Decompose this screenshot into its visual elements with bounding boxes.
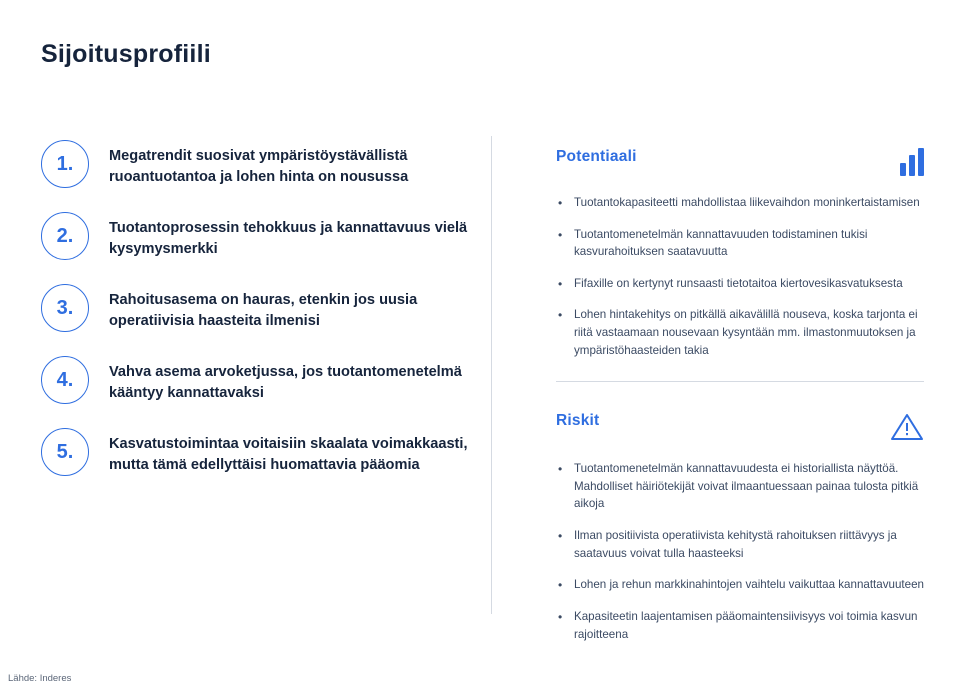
bullet-dot: • — [558, 609, 563, 624]
potential-header — [556, 148, 924, 176]
bar-chart-icon — [900, 148, 924, 176]
point-text: Tuotantoprosessin tehokkuus ja kannattavuus vielä kysymysmerkki — [109, 220, 468, 257]
list-item — [41, 140, 486, 188]
point-text: Vahva asema arvoketjussa, jos tuotantomenetelmä kääntyy kannattavaksi — [109, 364, 462, 401]
bullet-dot: • — [558, 308, 563, 323]
bullet-text: Kapasiteetin laajentamisen pääomaintensiivisyys voi toimia kasvun rajoitteena — [574, 609, 918, 641]
investment-profile-points — [41, 140, 486, 476]
point-number-badge: 1. — [41, 140, 89, 188]
point-text: Megatrendit suosivat ympäristöystävällistä ruoantuotantoa ja lohen hinta on nousussa — [109, 148, 409, 185]
bullet-text: Tuotantomenetelmän kannattavuudesta ei historiallista näyttöä. Mahdolliset häiriötekijät voivat ilmaantuessaan painaa tulosta pitkiä aikoja — [574, 462, 919, 511]
bullet-text: Lohen ja rehun markkinahintojen vaihtelu vaikuttaa kannattavuuteen — [574, 578, 924, 592]
bullet-dot: • — [558, 462, 563, 477]
list-item — [41, 428, 486, 476]
list-item — [41, 284, 486, 332]
point-number-badge: 3. — [41, 284, 89, 332]
list-item — [556, 226, 924, 261]
bullet-text: Tuotantokapasiteetti mahdollistaa liikevaihdon moninkertaistamisen — [574, 196, 920, 209]
bullet-text: Ilman positiivista operatiivista kehitystä rahoituksen riittävyys ja saatavuus voivat tulla haasteeksi — [574, 529, 897, 560]
potential-section — [556, 148, 924, 359]
list-item — [556, 306, 924, 359]
list-item — [556, 194, 924, 212]
bullet-dot: • — [558, 276, 563, 291]
point-text: Kasvatustoimintaa voitaisiin skaalata voimakkaasti, mutta tämä edellyttäisi huomattavia pääomia — [109, 436, 468, 473]
vertical-divider — [491, 136, 492, 614]
risks-title: Riskit — [556, 412, 600, 430]
potential-title: Potentiaali — [556, 148, 637, 165]
list-item — [41, 212, 486, 260]
warning-triangle-icon — [890, 412, 924, 442]
potential-bullet-list — [556, 194, 924, 359]
list-item — [556, 460, 924, 513]
page-title: Sijoitusprofiili — [41, 40, 211, 68]
bullet-dot: • — [558, 196, 563, 210]
point-number-badge: 4. — [41, 356, 89, 404]
point-number-badge: 2. — [41, 212, 89, 260]
point-number-badge: 5. — [41, 428, 89, 476]
list-item — [556, 608, 924, 643]
right-column — [556, 148, 924, 643]
source-note: Lähde: Inderes — [8, 673, 72, 684]
list-item — [556, 576, 924, 594]
bullet-dot: • — [558, 227, 563, 242]
list-item — [41, 356, 486, 404]
horizontal-divider — [556, 381, 924, 382]
bullet-dot: • — [558, 578, 563, 593]
risks-section — [556, 412, 924, 643]
bullet-text: Tuotantomenetelmän kannattavuuden todistaminen tukisi kasvurahoituksen saatavuutta — [574, 227, 868, 259]
bullet-dot: • — [558, 529, 563, 544]
bullet-text: Lohen hintakehitys on pitkällä aikavälillä nouseva, koska tarjonta ei riitä vastaamaan nousevaan kysyntään mm. ilmastonmuutoksen ja ympäristöhaasteiden takia — [574, 308, 918, 357]
point-text: Rahoitusasema on hauras, etenkin jos uusia operatiivisia haasteita ilmenisi — [109, 292, 418, 329]
bullet-text: Fifaxille on kertynyt runsaasti tietotaitoa kiertovesikasvatuksesta — [574, 276, 903, 290]
list-item — [556, 527, 924, 562]
risks-header — [556, 412, 924, 442]
list-item — [556, 275, 924, 293]
risks-bullet-list — [556, 460, 924, 643]
